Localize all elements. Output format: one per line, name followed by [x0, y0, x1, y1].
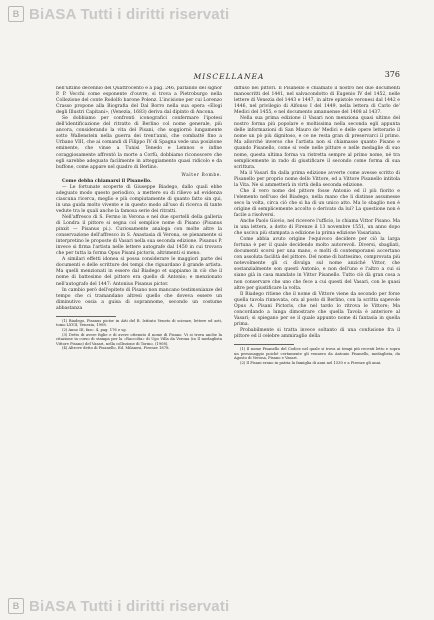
paragraph: Il Biadego ritiene che il nome di Vittore viene da secondo per forse quella tavola rinnovata, ora al posto di Berlino, con la scritta sapevole Opus A. Pisani Pictoris, che nel tardo lo ritrova le Vittore; Ma concordando a lunga dimostrare che quella Tavola è anteriore al Vasari; si spiegano per se il quale appunto nome di fantasia in quella prima. [234, 291, 400, 327]
paragraph: A similari effetti idonea si possa considerare le maggiori parte dei documenti e delle scritture dei tempi che riguardano il grande artista. Ma quelli menzionati in essere dal Biadego et sappiamo in ciò che il nome di battesimo del pittore era quello di Antonio; e menzionato nell'autografo del 1447: Antonius Pisanus pictor. [56, 257, 222, 287]
paragraph: nell'ultimo decennio del Quattrocento e a pag. 246, parlando del signor P. P. Vecchi come esponente d'ouvre, si trova a Pietroburgo nella Collezione del conte Rodolfo barone Polenz. L'incisione per cui Lorenzo Crasso propone alla Biografia del Dal Borro nella sua opera «Elogi degli Illustri Capitani», (Venezia, 1683) deriva dal dipinto di Ancona. [56, 86, 222, 116]
paragraph: Ma il Vasari fin dalla prima edizione avverte come avesse scritto di Pisanello per proprio nome dello Vittore, ed a Vittore Pisanello intitola la Vita. Ne si ammetterà in virtù della seconda edizione. [234, 170, 400, 188]
paragraph: — Le fortunate scoperte di Giuseppe Biadego, dallo quali ebbe adeguato modo questo periodico, a mettere su di rilievo ad evidenza ciascuna ricerca, meglio e più compiutamente di quanto fatto sin qui, in una guida molto vivente e in questo modo all'uso di ricerca di tante vedute tra le quali anche la famosa serie dei ritratti. [56, 184, 222, 214]
footnote: (1) Il nome Pisanello del Codice nel quale si trova ai tempi più recenti letto e sopra un personaggio poiché certamente gli vennero da Antonio Pisanello, medaglista, da Agosto di Verona, Pisano e Vasari. [234, 346, 400, 361]
footnote-divider [56, 316, 116, 317]
section-title: Come debba chiamarsi il Pisanello. [62, 178, 152, 184]
footnote: (1) Biadego, Pisanus pictor in Atti del R. Istituto Veneto di scienze, lettere ed arti, tomo LXVII, Venezia, 1908. [56, 318, 222, 328]
paragraph: Nell'affresco di S. Fermo in Verona e nel due sportelli della galleria di Londra il pittore si segna col semplice nome di Pisano (Pisanus pinxit — Pisanus pi.). Curiosamente analoga con molte altre la conservazione dell'affresco in S. Anastasia di Verona, se pienamente si interpretino le proposte di Vasari nella sua seconda edizione. Pisanus P. invece si firma l'artista nelle lettere autografe dal 1450 in cui trovava che per tutta la forma Opus Pisani pictoris, altrimenti si meno. [56, 214, 222, 257]
paragraph: Che il vero nome del pittore fosse Antonio ed il più fiorito e l'elemento nell'uso del Biadego, nella mano che li distinse assumesse seco la volta, circa ciò che si ha di un unico atto. Ma lo sbaglio non è origine di semplicemente accolto o derivato da lui? La questione non è facile a risolversi. [234, 188, 400, 218]
paragraph: Anche Paolo Giovio, nel ricevere l'ufficio, lo chiama Vittor Pisano. Ma in una lettera, a dotto di Firenze il 13 novembre 1551, un anno dopo che usciva più stampata a edizione la prima edizione Vasariana. [234, 219, 400, 237]
watermark-text: BiASA Tutti i diritti riservati [29, 597, 230, 615]
paragraph: In cambio però dell'epiteto di Pisano non mancano testimonianze del tempo che ci tramandano altresì quello che doveva essere un diminutivo ossia a guisa di soprannome, secondo un costume abbastanza [56, 287, 222, 311]
footnote: (2) Il Pisani erano in patria la famiglia di anni nel 1530 e a Firenze gli anni. [240, 360, 382, 365]
right-column [234, 86, 400, 576]
left-column [56, 86, 222, 576]
paragraph: diffuso nei pittori. Il Pisanello è chiamato il nostro nel due documenti manoscritti del 1441, nel salvacondotto di Eugenio IV del 1452, nelle lettere di Venezia del 1443 e 1447, in altre epistole veronesi dal 1442 e 1446, nel privilegio di Alfonso I del 1449, nella lettera di Carlo de' Medici del 1455, e nel documento amanuense del 1408 al 1437. [234, 86, 400, 116]
page-number: 376 [384, 70, 400, 79]
paragraph: Probabilmente si tratta invece soltanto di una confusione fra il pittore ed il celebre ammiraglio della [234, 327, 400, 339]
watermark-text: BiASA Tutti i diritti riservati [29, 5, 230, 23]
paragraph: Come abbia avuto origine l'equivoco decidere per ciò la larga fortuna è per il quale decidendo molto autorevoli. Diversi, sbagliati, documenti scorsi per una mano, e molti di contemporanei accertano con assoluta facilità del pittore. Del nome di battesimo, comprovata più notevolmente gli ci divulga sul nome anziché Vittor, che sostanzialmente son questi Antonio, e non dell'uno e l'altro a cui si siano già in casa mandato in Vittor Pisanello. Tutto ciò dà gran cosa a non conservare che uno che fece a cui questi del Vasari, con le quasi altre per giustificare la volta. [234, 237, 400, 291]
author-signature: Walter Bombe. [181, 172, 222, 178]
footnote: (3) Detto di avere figlie e di avere ottenuto il nome di Pisano. Vi si trova anche la citazione in corso di stampa per la «Raccolta» di Ugo Villa da Verona (in Il medaglista Vittore Pisano) del Vasari, nella collezione di Torino, (1908). [56, 332, 222, 346]
paragraph: Nella sua prima edizione il Vasari non menziona quasi ultimo del nostro forma più popolare e moltissima nella seconda egli appunta delle informazioni di San Mauro de' Medici e delle opere letterarie il nome un pò più dignitoso, e ce ne resta gran di preservarci il primo. Ma allorché inverso che l'artista non si chiamasse quanto Pisano e quando Pisanello, come si vede nelle pitture e nelle medaglie di suo nome, questa ultima forma va ristretta sempre al primo nome, né tra semplicemente in rado di giustificare il secondo come forma di sua scrittura. [234, 116, 400, 170]
watermark-top [0, 0, 434, 28]
footnote-divider [234, 344, 294, 345]
biasa-logo-icon: B [8, 598, 24, 614]
watermark-bottom [0, 592, 434, 620]
running-title: MISCELLANEA [193, 72, 265, 81]
paragraph: Se dobbiamo per confronti iconografici confermare l'ipotesi dell'identificazione del ritratto di Berlino col nome generale, più ancora, considerando la vita del Pisani, che soggiornò lungamente sotto Wallenstein nella guerra dei trent'anni, che combatté fino a Urbano VIII, che ai comandi di Filippo IV di Spagna vede una posizione eminente, che vinse a Tunisi Tenedo e Lemnos e infine coraggiosamente affrontò la morte a Corfù, dobbiamo riconoscere che egli sarebbe adeguato facilmente in atteggiamento quasi ridicolo e da buffone, come appare nel quadro di Berlino. [56, 116, 222, 170]
biasa-logo-icon: B [8, 6, 24, 22]
footnote: (4) Altrove detto di Pisanello, Ed. Milanesi, Firenze 1878. [62, 346, 170, 351]
footnote: (2) Anno III, fasc. 4, pag. 176 e sg. [62, 327, 127, 332]
text-columns [56, 86, 400, 576]
page-header [58, 72, 400, 84]
